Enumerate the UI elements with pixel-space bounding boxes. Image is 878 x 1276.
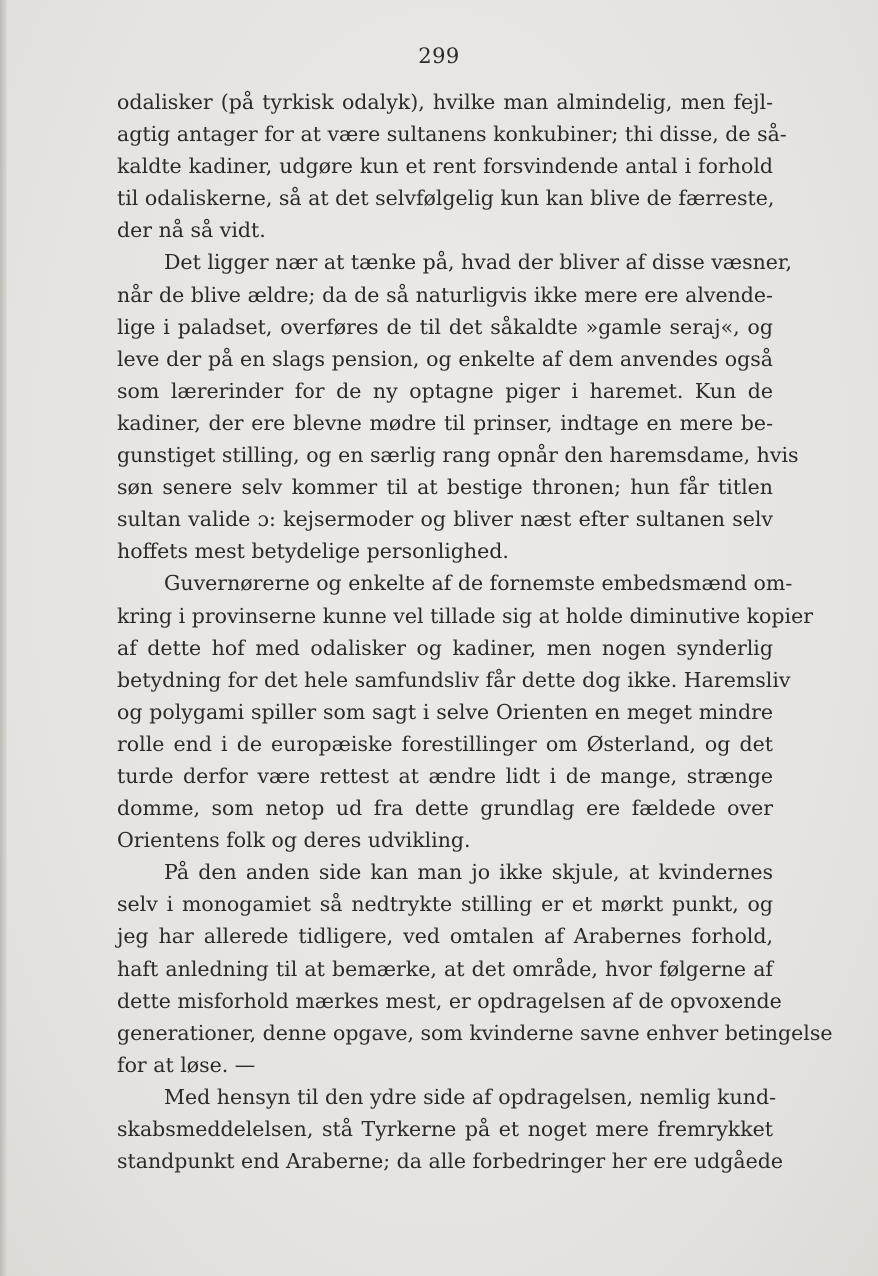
text-line: der nå så vidt. — [117, 218, 266, 243]
text-line: gunstiget stilling, og en særlig rang opnår den haremsdame, hvis — [117, 443, 799, 468]
text-line: agtig antager for at være sultanens konkubiner; thi disse, de så- — [117, 122, 787, 147]
paragraph-5 — [117, 1081, 783, 1177]
text-line: turde derfor være rettest at ændre lidt i de mange, strænge — [117, 763, 773, 788]
text-line: Orientens folk og deres udvikling. — [117, 828, 471, 853]
text-line: til odaliskerne, så at det selvfølgelig kun kan blive de færreste, — [117, 186, 775, 211]
page-number: 299 — [418, 44, 460, 68]
text-line: dette misforhold mærkes mest, er opdragelsen af de opvoxende — [117, 988, 782, 1013]
text-line: kring i provinserne kunne vel tillade sig at holde diminutive kopier — [117, 603, 814, 628]
text-line: rolle end i de europæiske forestillinger om Østerland, og det — [117, 731, 773, 756]
text-line: Det ligger nær at tænke på, hvad der bliver af disse væsner, — [164, 250, 792, 275]
paragraph-2 — [117, 246, 799, 567]
text-line: haft anledning til at bemærke, at det område, hvor følgerne af — [117, 956, 773, 981]
paragraph-3 — [117, 567, 814, 856]
text-line: og polygami spiller som sagt i selve Orienten en meget mindre — [117, 699, 773, 724]
text-line: sultan valide ɔ: kejsermoder og bliver næst efter sultanen selv — [117, 507, 773, 532]
text-line: som lærerinder for de ny optagne piger i haremet. Kun de — [117, 378, 773, 403]
text-line: leve der på en slags pension, og enkelte af dem anvendes også — [117, 346, 773, 371]
text-line: kaldte kadiner, udgøre kun et rent forsvindende antal i forhold — [117, 154, 773, 179]
text-line: for at løse. — — [117, 1052, 256, 1077]
text-line: lige i paladset, overføres de til det såkaldte »gamle seraj«, og — [117, 314, 773, 339]
text-line: jeg har allerede tidligere, ved omtalen af Arabernes forhold, — [117, 924, 773, 949]
text-line: hoffets mest betydelige personlighed. — [117, 539, 509, 564]
text-line: selv i monogamiet så nedtrykte stilling er et mørkt punkt, og — [117, 892, 773, 917]
text-line: standpunkt end Araberne; da alle forbedringer her ere udgåede — [117, 1149, 783, 1174]
text-line: generationer, denne opgave, som kvinderne savne enhver betingelse — [117, 1020, 833, 1045]
text-line: Med hensyn til den ydre side af opdragelsen, nemlig kund- — [164, 1084, 776, 1109]
text-line: når de blive ældre; da de så naturligvis ikke mere ere alvende- — [117, 282, 773, 307]
text-line: søn senere selv kommer til at bestige thronen; hun får titlen — [117, 475, 773, 500]
paragraph-1 — [117, 86, 787, 246]
text-line: På den anden side kan man jo ikke skjule, at kvindernes — [164, 860, 773, 885]
text-line: skabsmeddelelsen, stå Tyrkerne på et noget mere fremrykket — [117, 1117, 773, 1141]
text-line: odalisker (på tyrkisk odalyk), hvilke man almindelig, men fejl- — [117, 90, 773, 114]
text-line: af dette hof med odalisker og kadiner, men nogen synderlig — [117, 635, 773, 660]
page-binding-edge — [0, 0, 7, 1276]
body-text — [117, 86, 833, 1177]
text-line: Guvernørerne og enkelte af de fornemste embedsmænd om- — [164, 571, 793, 596]
text-line: betydning for det hele samfundsliv får dette dog ikke. Haremsliv — [117, 667, 791, 692]
paragraph-4 — [117, 856, 833, 1081]
text-line: kadiner, der ere blevne mødre til prinser, indtage en mere be- — [117, 410, 773, 435]
text-line: domme, som netop ud fra dette grundlag ere fældede over — [117, 796, 773, 821]
